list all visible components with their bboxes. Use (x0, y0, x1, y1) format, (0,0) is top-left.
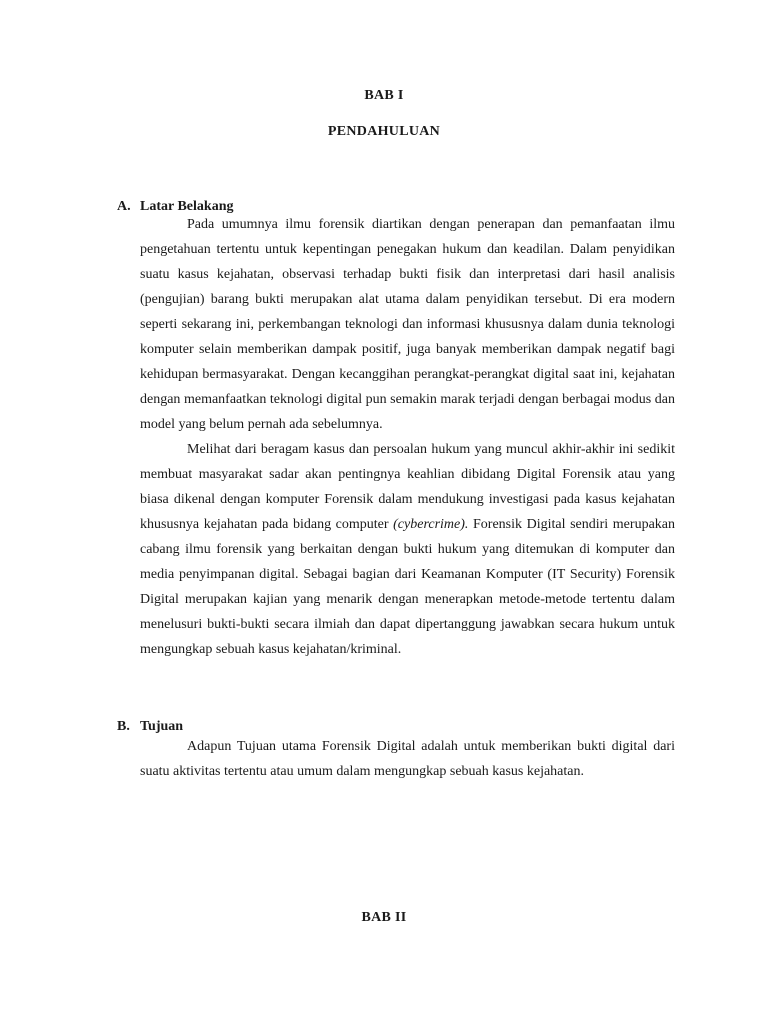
paragraph-text: Melihat dari beragam kasus dan persoalan hukum yang muncul akhir-akhir ini sedikit membuat masyarakat sadar akan pentingnya keahlian dibidang Digital Forensik atau yang biasa dikenal dengan komputer Forensik dalam mendukung investigasi pada kasus kejahatan khususnya kejahatan pada bidang computer (140, 442, 675, 532)
paragraph (140, 437, 675, 662)
italic-term: (cybercrime). (393, 517, 469, 532)
section-body-latar-belakang (140, 212, 675, 662)
section-heading-text: Tujuan (140, 719, 184, 734)
chapter-title: PENDAHULUAN (327, 124, 441, 139)
chapter-number: BAB I (364, 88, 404, 103)
paragraph: Pada umumnya ilmu forensik diartikan dengan penerapan dan pemanfaatan ilmu pengetahuan tertentu untuk kepentingan penegakan hukum dan keadilan. Dalam penyidikan suatu kasus kejahatan, observasi terhadap bukti fisik dan interpretasi dari hasil analisis (pengujian) barang bukti merupakan alat utama dalam penyidikan tersebut. Di era modern seperti sekarang ini, perkembangan teknologi dan informasi khususnya dalam dunia teknologi komputer selain memberikan dampak positif, juga banyak memberikan dampak negatif bagi kehidupan bermasyarakat. Dengan kecanggihan perangkat-perangkat digital saat ini, kejahatan dengan memanfaatkan teknologi digital pun semakin marak terjadi dengan berbagai modus dan model yang belum pernah ada sebelumnya. (140, 217, 675, 432)
section-marker: B. (117, 719, 130, 734)
paragraph: Adapun Tujuan utama Forensik Digital adalah untuk memberikan bukti digital dari suatu aktivitas tertentu atau umum dalam mengungkap sebuah kasus kejahatan. (140, 739, 675, 779)
section-marker: A. (117, 199, 131, 214)
section-heading-text: Latar Belakang (140, 199, 234, 214)
section-heading-tujuan (117, 719, 183, 735)
paragraph-text: Forensik Digital sendiri merupakan cabang ilmu forensik yang berkaitan dengan bukti hukum yang ditemukan di komputer dan media penyimpanan digital. Sebagai bagian dari Keamanan Komputer (IT Security) Forensik Digital merupakan kajian yang menarik dengan menerapkan metode-metode tertentu dalam menelusuri bukti-bukti secara ilmiah dan dapat dipertanggung jawabkan secara hukum untuk mengungkap sebuah kasus kejahatan/kriminal. (140, 517, 675, 657)
next-chapter-number: BAB II (361, 910, 407, 925)
section-body-tujuan (140, 734, 675, 784)
